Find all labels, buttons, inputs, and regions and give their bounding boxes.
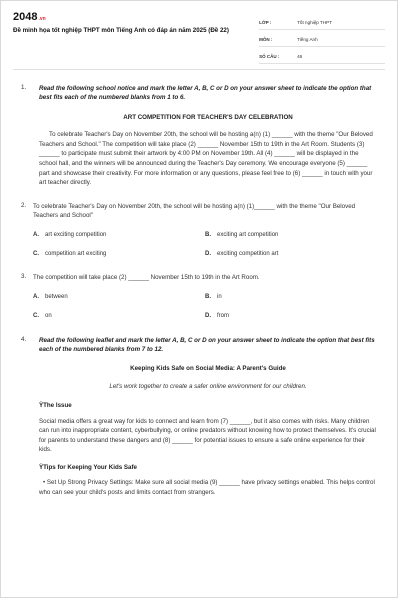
header <box>1 1 397 63</box>
document-title: Đề minh họa tốt nghiệp THPT môn Tiếng Anh có đáp án năm 2025 (Đề 22) <box>13 27 229 34</box>
option-text: on <box>45 313 52 320</box>
passage-text: To celebrate Teacher's Day on November 20th, the school will be hosting a(n) (1) ______ with the theme "Our Beloved Teachers and School." The competition will take place (2) ______ November 15th to 19th in the Art Room. Students (3) ______ to participate must submit their artwork by 4:00 PM on November 19th. All (4) ______ will be displayed in the school hall, and the winners will be announced during the Teacher's Day ceremony. We encourage everyone (5) ______ part and showcase their creativity. For more information or any questions, please feel free to (6) ______ in touch with your art teacher directly. <box>39 131 373 187</box>
section-heading: ŸThe Issue <box>39 402 72 410</box>
meta-row-class <box>259 16 385 30</box>
question-body <box>39 336 377 498</box>
option-d[interactable] <box>205 250 377 259</box>
section-heading: ŸTips for Keeping Your Kids Safe <box>39 464 137 472</box>
option-d[interactable] <box>205 312 377 321</box>
header-divider <box>13 69 385 70</box>
meta-row-subject <box>259 33 385 47</box>
option-a[interactable] <box>33 231 205 240</box>
option-text: art exciting competition <box>45 231 107 238</box>
question-number: 3. <box>21 273 27 281</box>
option-b[interactable] <box>205 293 377 302</box>
meta-value: 46 <box>297 54 303 59</box>
passage-title: ART COMPETITION FOR TEACHER'S DAY CELEBRATION <box>123 113 293 121</box>
leaflet-title: Keeping Kids Safe on Social Media: A Parent's Guide <box>130 365 286 373</box>
option-text: from <box>217 313 229 320</box>
question-number: 1. <box>21 84 27 91</box>
meta-label: SỐ CÂU : <box>259 54 280 59</box>
options-grid <box>33 231 377 260</box>
option-a[interactable] <box>33 293 205 302</box>
question-1 <box>21 84 377 188</box>
site-logo[interactable] <box>13 11 245 23</box>
option-text: exciting competition art <box>217 251 279 257</box>
question-body <box>33 273 377 321</box>
meta-label: LỚP : <box>259 20 272 25</box>
meta-value: Tốt nghiệp THPT <box>297 20 333 25</box>
option-text: between <box>45 293 68 300</box>
question-text: To celebrate Teacher's Day on November 20th, the school will be hosting a(n) (1)______ with the theme "Our Beloved Teachers and School" <box>33 202 356 220</box>
option-letter: D. <box>205 251 211 257</box>
meta-value: Tiếng Anh <box>297 37 318 42</box>
question-number: 2. <box>21 201 27 209</box>
question-text: The competition will take place (2) ______ November 15th to 19th in the Art Room. <box>33 274 260 282</box>
meta-label: MÔN : <box>259 37 273 42</box>
option-letter: C. <box>33 313 39 320</box>
question-4 <box>21 336 377 498</box>
option-letter: A. <box>33 293 39 300</box>
option-letter: D. <box>205 313 211 320</box>
options-grid <box>33 293 377 322</box>
content <box>1 84 397 498</box>
leaflet-subtitle: Let's work together to create a safer online environment for our children. <box>109 382 307 390</box>
option-letter: B. <box>205 231 211 238</box>
option-letter: A. <box>33 231 39 238</box>
option-text: exciting art competition <box>217 231 279 238</box>
question-3 <box>21 273 377 321</box>
logo-tld: .vn <box>38 16 46 22</box>
question-body <box>39 84 377 188</box>
question-body <box>33 202 377 260</box>
meta-row-count <box>259 50 385 64</box>
option-c[interactable] <box>33 312 205 321</box>
section-paragraph: Social media offers a great way for kids to connect and learn from (7) ______, but it also comes with risks. Many children can run into inappropriate content, cyberbullying, or online predators without knowing how to protect themselves. It's crucial for parents to understand these dangers and (8) ______ for potential issues to ensure a safe online experience for their kids. <box>39 417 376 454</box>
option-letter: C. <box>33 251 39 257</box>
option-letter: B. <box>205 293 211 300</box>
header-left <box>13 11 245 63</box>
question-2 <box>21 202 377 260</box>
option-b[interactable] <box>205 231 377 240</box>
option-text: competition art exciting <box>45 251 107 257</box>
logo-main: 2048 <box>13 11 38 23</box>
question-instruction: Read the following leaflet and mark the letter A, B, C or D on your answer sheet to indicate the option that best fits each of the numbered blanks from 7 to 12. <box>39 336 375 354</box>
meta-box <box>259 11 385 63</box>
option-text: in <box>217 293 222 300</box>
question-number: 4. <box>21 335 27 343</box>
question-instruction: Read the following school notice and mark the letter A, B, C or D on your answer sheet to indicate the option that best fits each of the numbered blanks from 1 to 6. <box>39 85 372 102</box>
tip-bullet: • Set Up Strong Privacy Settings: Make sure all social media (9) ______ have privacy settings enabled. This helps control who can see your child's posts and limits contact from strangers. <box>39 479 375 497</box>
option-c[interactable] <box>33 250 205 259</box>
